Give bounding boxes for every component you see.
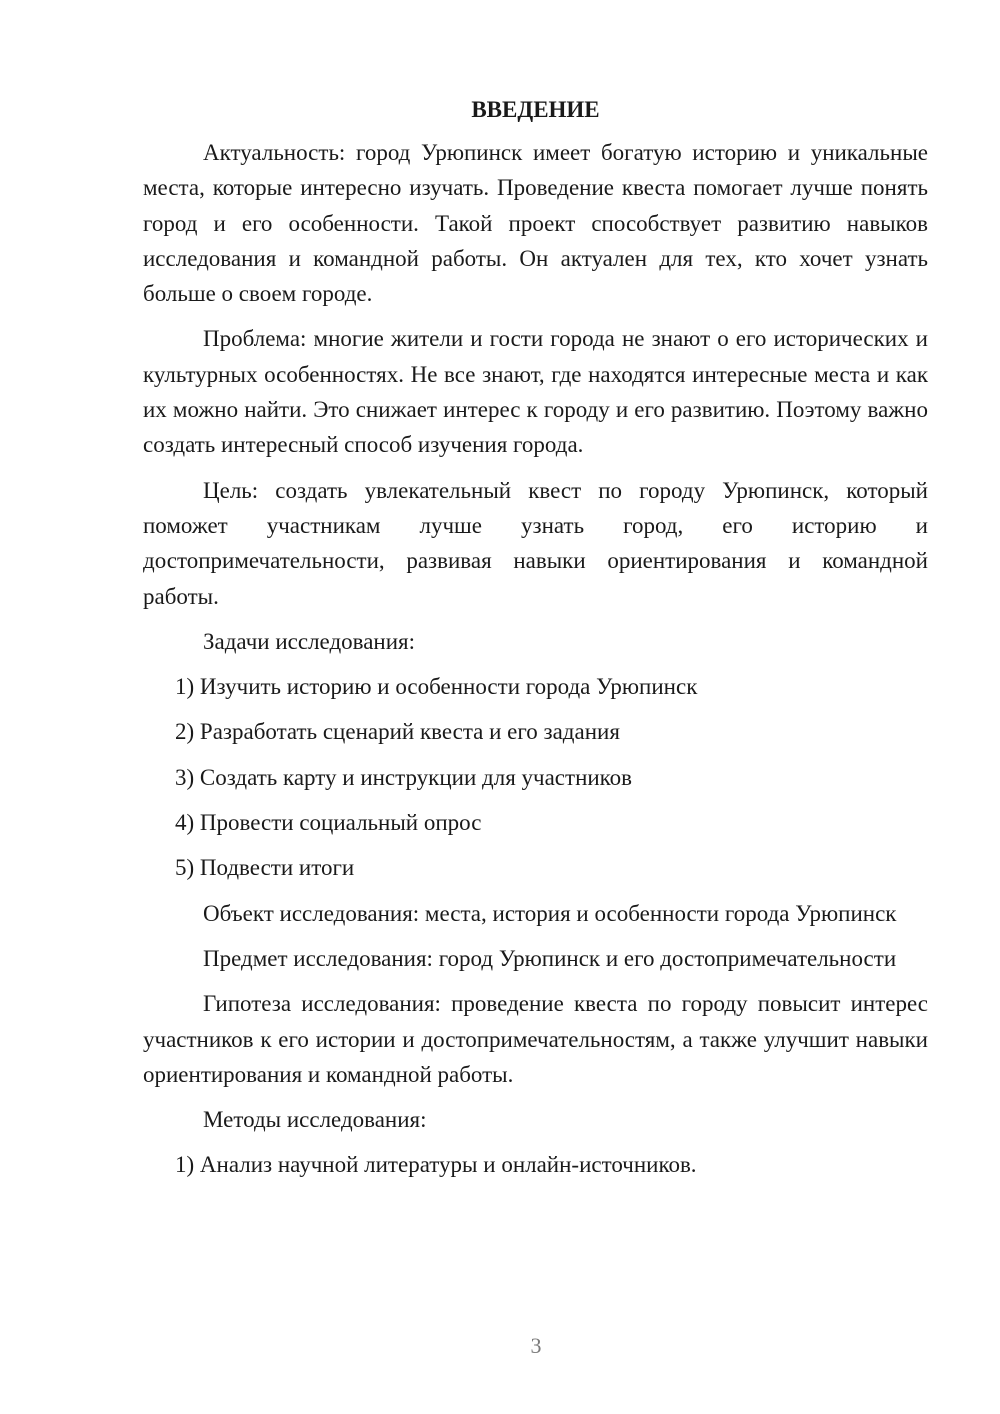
task-item: 2) Разработать сценарий квеста и его задания: [175, 719, 620, 745]
tasks-heading: Задачи исследования:: [203, 628, 416, 654]
task-item: 3) Создать карту и инструкции для участников: [175, 764, 633, 790]
task-item: 4) Провести социальный опрос: [175, 810, 482, 836]
methods-heading: Методы исследования:: [203, 1107, 427, 1133]
page-number: 3: [530, 1333, 542, 1358]
document-page: [143, 93, 928, 1193]
paragraph-subject: Предмет исследования: город Урюпинск и его достопримечательности: [203, 945, 897, 971]
paragraph-problem: Проблема: многие жители и гости города не знают о его исторических и культурных особенностях. Не все знают, где находятся интересные места и как их можно найти. Это снижает интерес к городу и его развитию. Поэтому важно создать интересный способ изучения города.: [143, 326, 928, 458]
task-item: 1) Изучить историю и особенности города Урюпинск: [175, 674, 698, 700]
paragraph-relevance: Актуальность: город Урюпинск имеет богатую историю и уникальные места, которые интересно изучать. Проведение квеста помогает лучше понять город и его особенности. Такой проект способствует развитию навыков исследования и командной работы. Он актуален для тех, кто хочет узнать больше о своем городе.: [143, 140, 928, 307]
method-item: 1) Анализ научной литературы и онлайн-источников.: [175, 1152, 697, 1178]
page-title: ВВЕДЕНИЕ: [471, 97, 600, 122]
paragraph-goal: Цель: создать увлекательный квест по городу Урюпинск, который поможет участникам лучше узнать город, его историю и достопримечательности, развивая навыки ориентирования и командной работы.: [143, 477, 928, 609]
paragraph-hypothesis: Гипотеза исследования: проведение квеста по городу повысит интерес участников к его истории и достопримечательностям, а также улучшит навыки ориентирования и командной работы.: [143, 991, 928, 1087]
task-item: 5) Подвести итоги: [175, 855, 355, 881]
paragraph-object: Объект исследования: места, история и особенности города Урюпинск: [203, 900, 897, 926]
